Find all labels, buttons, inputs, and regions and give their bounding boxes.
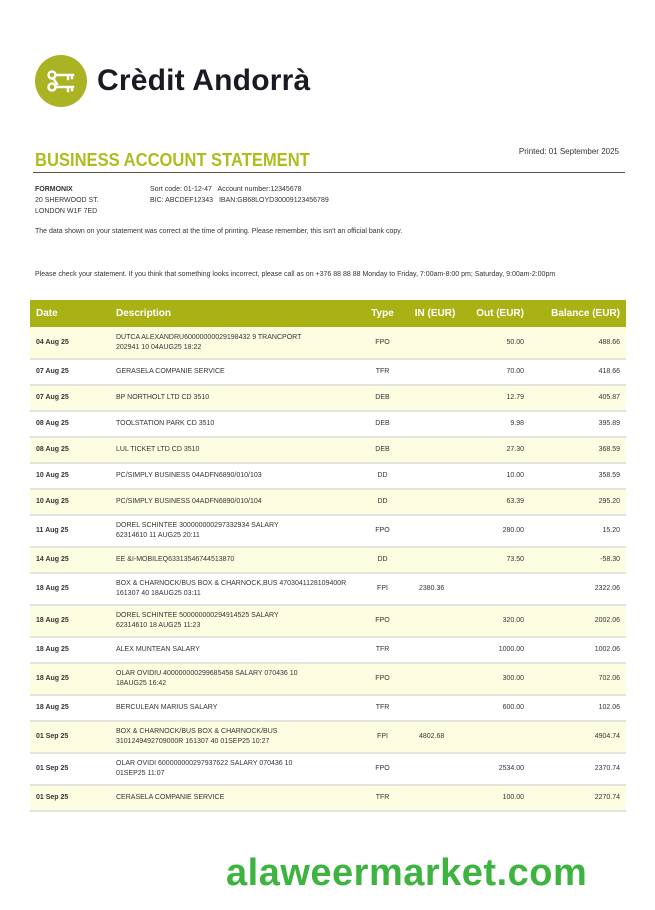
out-cell: 10.00 [465,463,530,489]
date-cell: 04 Aug 25 [30,327,110,359]
balance-cell: 405.87 [530,385,626,411]
table-row [30,573,626,605]
in-cell [405,515,465,547]
customer-address [35,184,99,217]
description-cell [110,463,360,489]
date-cell: 01 Sep 25 [30,721,110,753]
table-header-row [30,300,626,327]
type-cell: FPO [360,605,405,637]
col-out: Out (EUR) [465,300,530,327]
description-cell [110,359,360,385]
description-line-2: 202941 10 04AUG25 18:22 [116,343,202,351]
description-line-1: DOREL SCHINTEE 500000000294914525 SALARY [116,612,279,619]
watermark: alaweermarket.com [226,852,588,894]
description-line-1: BOX & CHARNOCK/BUS BOX & CHARNOCK,BUS 4703041128109400R [116,580,347,587]
description-line-1: PC/SIMPLY BUSINESS 04ADFN6890/010/104 [116,498,262,505]
out-cell: 100.00 [465,785,530,811]
type-cell: TFR [360,785,405,811]
description-cell [110,753,360,785]
table-row [30,489,626,515]
description-line-2: 62314610 18 AUG25 11:23 [116,622,201,629]
table-row [30,753,626,785]
col-date: Date [30,300,110,327]
type-cell: TFR [360,637,405,663]
description-line-1: BP NORTHOLT LTD CD 3510 [116,394,210,401]
keys-icon [35,55,87,107]
out-cell: 50.00 [465,327,530,359]
description-cell [110,663,360,695]
description-line-1: PC/SIMPLY BUSINESS 04ADFN6890/010/103 [116,472,262,479]
type-cell: FPO [360,663,405,695]
account-details [150,184,333,206]
balance-cell: 488.66 [530,327,626,359]
description-cell [110,547,360,573]
description-line-1: GERASELA COMPANIE SERVICE [116,368,225,375]
date-cell: 14 Aug 25 [30,547,110,573]
out-cell: 63.39 [465,489,530,515]
col-type: Type [360,300,405,327]
balance-cell: 2270.74 [530,785,626,811]
table-row [30,359,626,385]
type-cell: DEB [360,385,405,411]
description-cell [110,411,360,437]
table-row [30,785,626,811]
account-number: Account number:12345678 [217,186,302,193]
type-cell: DD [360,489,405,515]
in-cell [405,753,465,785]
out-cell: 9.98 [465,411,530,437]
transactions-table [30,300,626,812]
in-cell [405,437,465,463]
balance-cell: 102.06 [530,695,626,721]
type-cell: DD [360,547,405,573]
out-cell [465,573,530,605]
address-line-1: 20 SHERWOOD ST. [35,197,99,204]
date-cell: 07 Aug 25 [30,385,110,411]
table-row [30,327,626,359]
description-line-1: OLAR OVIDIU 400000000299685458 SALARY 070436 10 [116,670,298,677]
bank-logo [35,55,310,107]
balance-cell: 395.89 [530,411,626,437]
in-cell [405,785,465,811]
description-line-2: 161307 40 18AUG25 03:11 [116,590,201,597]
iban: IBAN:GB68LOYD30009123456789 [218,197,329,204]
date-cell: 08 Aug 25 [30,437,110,463]
description-line-2: 01SEP25 11:07 [116,770,165,777]
description-cell [110,573,360,605]
type-cell: DD [360,463,405,489]
description-line-1: EE &I-MOBILEQ63313546744513870 [116,556,235,563]
type-cell: FPO [360,753,405,785]
balance-cell: -58.30 [530,547,626,573]
table-row [30,437,626,463]
date-cell: 11 Aug 25 [30,515,110,547]
out-cell: 300.00 [465,663,530,695]
type-cell: FPO [360,515,405,547]
description-cell [110,637,360,663]
date-cell: 18 Aug 25 [30,637,110,663]
description-line-1: DUTCA ALEXANDRU60000000029198432 9 TRANCPORT [116,333,302,341]
description-cell [110,695,360,721]
description-cell [110,327,360,359]
out-cell: 73.50 [465,547,530,573]
out-cell: 280.00 [465,515,530,547]
out-cell: 600.00 [465,695,530,721]
balance-cell: 2322.06 [530,573,626,605]
sort-code: Sort code: 01-12-47 [150,186,212,193]
description-line-1: CERASELA COMPANIE SERVICE [116,794,225,801]
date-cell: 10 Aug 25 [30,489,110,515]
in-cell [405,695,465,721]
balance-cell: 15.20 [530,515,626,547]
customer-name: FORMONIX [35,186,73,193]
description-line-1: LUL TICKET LTD CD 3510 [116,446,200,453]
in-cell [405,663,465,695]
in-cell [405,547,465,573]
balance-cell: 2002.06 [530,605,626,637]
table-row [30,463,626,489]
date-cell: 18 Aug 25 [30,573,110,605]
out-cell: 2534.00 [465,753,530,785]
contact-notice: Please check your statement. If you think that something looks incorrect, please call as on +376 88 88 88 Monday to Friday, 7:00am-8:00 pm; Saturday, 9:00am-2:00pm [35,271,556,278]
type-cell: FPI [360,721,405,753]
type-cell: FPO [360,327,405,359]
in-cell [405,463,465,489]
date-cell: 07 Aug 25 [30,359,110,385]
type-cell: TFR [360,695,405,721]
out-cell: 27.30 [465,437,530,463]
balance-cell: 1002.06 [530,637,626,663]
table-row [30,605,626,637]
in-cell [405,489,465,515]
type-cell: TFR [360,359,405,385]
description-cell [110,721,360,753]
description-cell [110,437,360,463]
in-cell [405,385,465,411]
accuracy-notice: The data shown on your statement was correct at the time of printing. Please remember, this isn't an official bank copy. [35,228,403,235]
date-cell: 10 Aug 25 [30,463,110,489]
description-cell [110,489,360,515]
type-cell: DEB [360,411,405,437]
title-divider [33,172,625,173]
table-body [30,327,626,811]
balance-cell: 358.59 [530,463,626,489]
table-row [30,695,626,721]
description-line-1: DOREL SCHINTEE 300000000297332934 SALARY [116,522,279,529]
table-row [30,385,626,411]
table-row [30,721,626,753]
table-row [30,515,626,547]
description-line-1: OLAR OVIDI 600000000297937622 SALARY 070436 10 [116,760,293,767]
type-cell: DEB [360,437,405,463]
balance-cell: 368.59 [530,437,626,463]
description-line-1: TOOLSTATION PARK CD 3510 [116,420,215,427]
description-line-2: 62314610 11 AUG25 20:11 [116,532,200,539]
description-line-1: BERCULEAN MARIUS SALARY [116,704,218,711]
date-cell: 18 Aug 25 [30,695,110,721]
date-cell: 18 Aug 25 [30,663,110,695]
printed-date: Printed: 01 September 2025 [518,147,619,156]
date-cell: 01 Sep 25 [30,785,110,811]
balance-cell: 4904.74 [530,721,626,753]
out-cell: 1000.00 [465,637,530,663]
out-cell: 12.79 [465,385,530,411]
in-cell: 4802.68 [405,721,465,753]
description-cell [110,785,360,811]
bic: BIC: ABCDEF12343 [150,197,214,204]
date-cell: 08 Aug 25 [30,411,110,437]
in-cell [405,637,465,663]
type-cell: FPI [360,573,405,605]
description-line-2: 18AUG25 16:42 [116,680,167,687]
balance-cell: 418.66 [530,359,626,385]
in-cell [405,359,465,385]
description-line-2: 3101249492709000R 161307 40 01SEP25 10:27 [116,738,270,745]
col-balance: Balance (EUR) [530,300,626,327]
balance-cell: 295.20 [530,489,626,515]
out-cell [465,721,530,753]
table-row [30,637,626,663]
table-row [30,411,626,437]
in-cell [405,605,465,637]
balance-cell: 702.06 [530,663,626,695]
col-in: IN (EUR) [405,300,465,327]
bank-name: Crèdit Andorrà [97,64,311,97]
description-line-1: BOX & CHARNOCK/BUS BOX & CHARNOCK/BUS [116,728,278,735]
in-cell [405,411,465,437]
description-cell [110,605,360,637]
description-cell [110,515,360,547]
address-line-2: LONDON W1F 7ED [35,208,98,215]
description-line-1: ALEX MUNTEAN SALARY [116,646,200,653]
date-cell: 01 Sep 25 [30,753,110,785]
description-cell [110,385,360,411]
statement-title: BUSINESS ACCOUNT STATEMENT [35,150,310,170]
out-cell: 320.00 [465,605,530,637]
col-description: Description [110,300,360,327]
table-row [30,663,626,695]
table-row [30,547,626,573]
in-cell [405,327,465,359]
out-cell: 70.00 [465,359,530,385]
in-cell: 2380.36 [405,573,465,605]
balance-cell: 2370.74 [530,753,626,785]
date-cell: 18 Aug 25 [30,605,110,637]
